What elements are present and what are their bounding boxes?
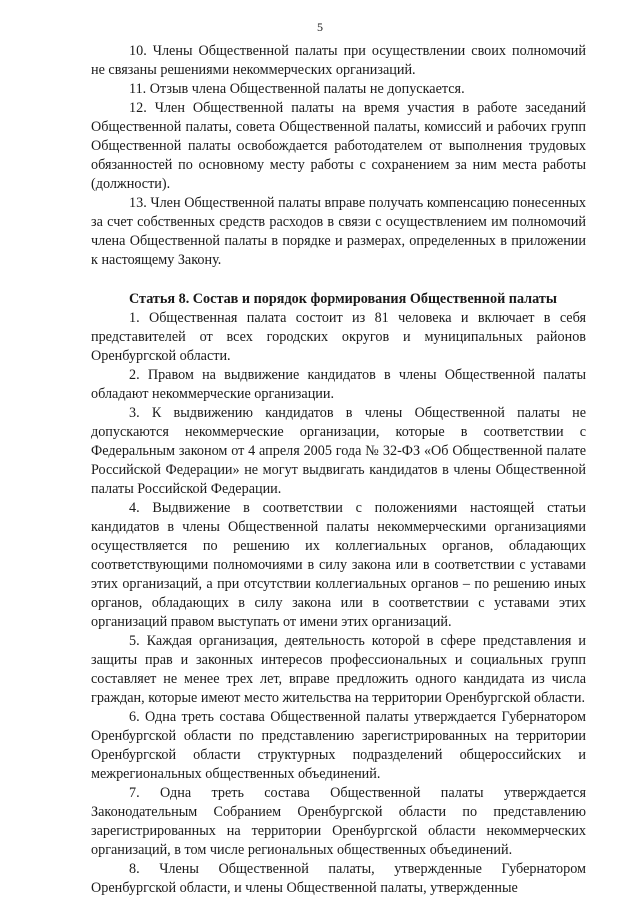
paragraph-13: 13. Член Общественной палаты вправе получать компенсацию понесенных за счет собственных средств расходов в связи с осуществлением им полномочий члена Общественной палаты в порядке и размерах, определенных в приложении к настоящему Закону. (91, 195, 586, 268)
page-number: 5 (317, 20, 323, 34)
article-paragraph-4: 4. Выдвижение в соответствии с положениями настоящей статьи кандидатов в члены Общественной палаты некоммерческими организациями осуществляется по решению их коллегиальных органов, обладающих соответствующими полномочиями в силу закона или в соответствии с уставами этих организаций, а при отсутствии коллегиальных органов – по решению иных органов, обладающих в силу закона или в соответствии с уставами этих организаций правом выступать от имени этих организаций. (91, 500, 586, 630)
article-paragraph-3: 3. К выдвижению кандидатов в члены Общественной палаты не допускаются некоммерческие организации, которые в соответствии с Федеральным законом от 4 апреля 2005 года № 32-ФЗ «Об Общественной палате Российской Федерации» не могут выдвигать кандидатов в члены Общественной палаты Российской Федерации. (91, 405, 586, 497)
article-paragraph-5: 5. Каждая организация, деятельность которой в сфере представления и защиты прав и законных интересов профессиональных и социальных групп составляет не менее трех лет, вправе предложить одного кандидата из числа граждан, которые имеют место жительства на территории Оренбургской области. (91, 633, 586, 706)
document-body (91, 42, 586, 898)
article-paragraph-6: 6. Одна треть состава Общественной палаты утверждается Губернатором Оренбургской области по представлению зарегистрированных на территории Оренбургской области структурных подразделений общероссийских и межрегиональных общественных объединений. (91, 709, 586, 782)
article-paragraph-8: 8. Члены Общественной палаты, утвержденные Губернатором Оренбургской области, и члены Общественной палаты, утвержденные (91, 861, 586, 896)
article-paragraph-1: 1. Общественная палата состоит из 81 человека и включает в себя представителей от всех городских округов и муниципальных районов Оренбургской области. (91, 310, 586, 364)
paragraph-10: 10. Члены Общественной палаты при осуществлении своих полномочий не связаны решениями некоммерческих организаций. (91, 43, 586, 78)
paragraph-12: 12. Член Общественной палаты на время участия в работе заседаний Общественной палаты, совета Общественной палаты, комиссий и рабочих групп Общественной палаты освобождается работодателем от выполнения трудовых обязанностей по основному месту работы с сохранением за ним места работы (должности). (91, 100, 586, 192)
paragraph-11: 11. Отзыв члена Общественной палаты не допускается. (129, 81, 465, 97)
article-heading: Статья 8. Состав и порядок формирования Общественной палаты (129, 291, 557, 307)
article-paragraph-7: 7. Одна треть состава Общественной палаты утверждается Законодательным Собранием Оренбургской области по представлению зарегистрированных на территории Оренбургской области некоммерческих организаций, в том числе региональных общественных объединений. (91, 785, 586, 858)
article-paragraph-2: 2. Правом на выдвижение кандидатов в члены Общественной палаты обладают некоммерческие организации. (91, 367, 586, 402)
